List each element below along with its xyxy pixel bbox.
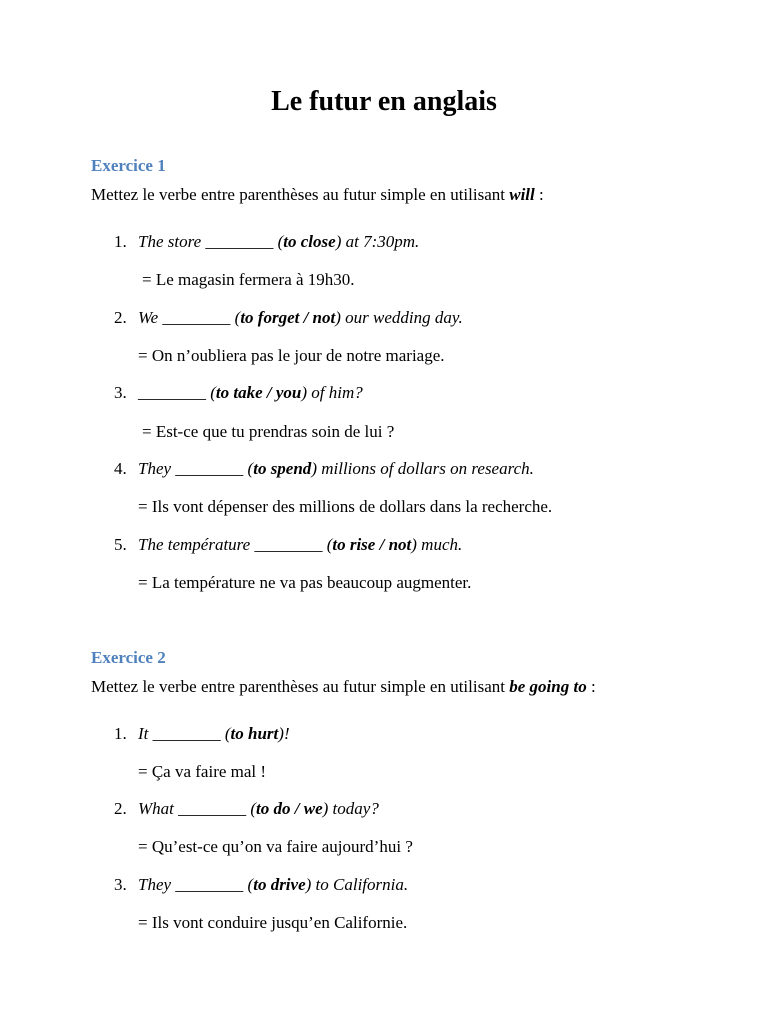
exercise-2-answer-3: = Ils vont conduire jusqu’en Californie. — [138, 913, 408, 932]
question-text-end: ) at 7:30pm. — [335, 232, 420, 251]
exercise-2-heading: Exercice 2 — [91, 648, 166, 667]
question-verb: to rise / not — [332, 535, 412, 554]
question-text-end: ) today? — [322, 799, 379, 818]
exercise-1-answer-2: = On n’oubliera pas le jour de notre mariage. — [138, 346, 445, 365]
exercise-2-instruction — [91, 677, 596, 697]
question-text-start: What ________ ( — [138, 799, 257, 818]
instruction-keyword: be going to — [509, 677, 587, 696]
instruction-text: Mettez le verbe entre parenthèses au futur simple en utilisant — [91, 677, 510, 696]
question-verb: to drive — [253, 875, 306, 894]
question-verb: to close — [283, 232, 336, 251]
question-text-end: ) much. — [411, 535, 463, 554]
question-verb: to hurt — [230, 724, 279, 743]
question-text-end: ) of him? — [301, 383, 363, 402]
question-text-start: We ________ ( — [138, 308, 241, 327]
question-number: 3. — [114, 875, 127, 894]
exercise-1-answer-5: = La température ne va pas beaucoup augmenter. — [138, 573, 472, 592]
exercise-2-question-1 — [114, 724, 290, 744]
question-number: 5. — [114, 535, 127, 554]
question-text-start: It ________ ( — [138, 724, 231, 743]
question-text-start: The température ________ ( — [138, 535, 333, 554]
instruction-suffix: : — [534, 185, 544, 204]
question-text-start: The store ________ ( — [138, 232, 284, 251]
instruction-keyword: will — [509, 185, 535, 204]
exercise-1-question-1 — [114, 232, 419, 252]
question-number: 2. — [114, 308, 127, 327]
exercise-1-answer-4: = Ils vont dépenser des millions de dollars dans la recherche. — [138, 497, 553, 516]
question-number: 1. — [114, 232, 127, 251]
exercise-1-question-5 — [114, 535, 462, 555]
exercise-2-question-3 — [114, 875, 408, 895]
exercise-1-instruction — [91, 185, 544, 205]
question-text-start: They ________ ( — [138, 459, 254, 478]
question-text-end: )! — [278, 724, 290, 743]
question-verb: to take / you — [215, 383, 302, 402]
exercise-1-question-4 — [114, 459, 534, 479]
question-number: 3. — [114, 383, 127, 402]
question-verb: to do / we — [256, 799, 323, 818]
question-verb: to spend — [253, 459, 312, 478]
exercise-1-question-2 — [114, 308, 463, 328]
question-verb: to forget / not — [240, 308, 336, 327]
exercise-2-question-2 — [114, 799, 379, 819]
question-number: 2. — [114, 799, 127, 818]
instruction-suffix: : — [586, 677, 596, 696]
instruction-text: Mettez le verbe entre parenthèses au futur simple en utilisant — [91, 185, 510, 204]
exercise-2-answer-1: = Ça va faire mal ! — [138, 762, 267, 781]
question-text-end: ) millions of dollars on research. — [311, 459, 534, 478]
exercise-1-answer-1: = Le magasin fermera à 19h30. — [142, 270, 355, 289]
question-number: 4. — [114, 459, 127, 478]
exercise-1-question-3 — [114, 383, 363, 403]
question-text-end: ) our wedding day. — [335, 308, 463, 327]
exercise-2-answer-2: = Qu’est-ce qu’on va faire aujourd’hui ? — [138, 837, 413, 856]
exercise-1-answer-3: = Est-ce que tu prendras soin de lui ? — [142, 422, 395, 441]
question-number: 1. — [114, 724, 127, 743]
question-text-end: ) to California. — [305, 875, 409, 894]
question-text-start: ________ ( — [138, 383, 216, 402]
exercise-1-heading: Exercice 1 — [91, 156, 166, 175]
question-text-start: They ________ ( — [138, 875, 254, 894]
page-title: Le futur en anglais — [271, 86, 497, 117]
